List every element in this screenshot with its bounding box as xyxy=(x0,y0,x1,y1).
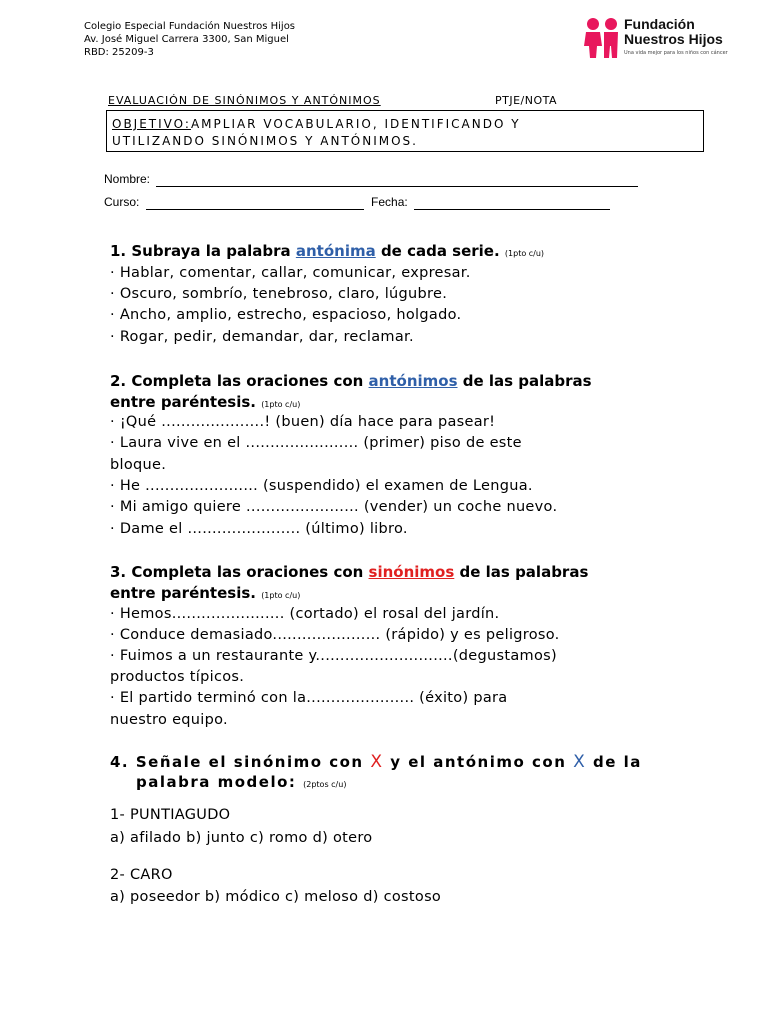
q2-item: · ¡Qué .....................! (buen) día hace para pasear! xyxy=(110,414,496,430)
q2-keyword: antónimos xyxy=(368,372,458,390)
logo-line-1: Fundación xyxy=(624,16,695,32)
foundation-logo xyxy=(582,16,728,60)
q4-line2: palabra modelo: xyxy=(136,773,304,791)
q3-item: nuestro equipo. xyxy=(110,712,228,728)
antonym-x-mark: X xyxy=(573,752,587,772)
q3-pre: 3. Completa las oraciones con xyxy=(110,563,369,581)
q4-points: (2ptos c/u) xyxy=(303,780,347,789)
q2-item: · He ....................... (suspendido) el examen de Lengua. xyxy=(110,478,533,494)
q1-points: (1pto c/u) xyxy=(504,249,545,258)
score-label: PTJE/NOTA xyxy=(495,94,558,107)
q2-item: · Laura vive en el ....................... (primer) piso de este xyxy=(110,435,522,451)
name-field[interactable] xyxy=(104,172,638,187)
q2-item: · Mi amigo quiere ....................... (vender) un coche nuevo. xyxy=(110,499,558,515)
q1-post: de cada serie. xyxy=(375,242,505,260)
objective-line-2: UTILIZANDO SINÓNIMOS Y ANTÓNIMOS. xyxy=(112,134,418,148)
children-icon xyxy=(582,16,622,60)
q3-heading-line-2 xyxy=(110,584,300,602)
exam-title: EVALUACIÓN DE SINÓNIMOS Y ANTÓNIMOS xyxy=(108,94,381,107)
q1-heading xyxy=(110,242,544,260)
q2-points: (1pto c/u) xyxy=(261,400,301,409)
name-label: Nombre: xyxy=(104,172,151,186)
q2-line2: entre paréntesis. xyxy=(110,393,262,411)
q1-item: · Rogar, pedir, demandar, dar, reclamar. xyxy=(110,329,414,345)
course-line[interactable] xyxy=(146,195,364,210)
q3-item: productos típicos. xyxy=(110,669,245,685)
logo-line-2: Nuestros Hijos xyxy=(624,31,723,47)
school-name: Colegio Especial Fundación Nuestros Hijos xyxy=(84,21,296,32)
q4-options-1: a) afilado b) junto c) romo d) otero xyxy=(110,830,373,846)
q1-pre: 1. Subraya la palabra xyxy=(110,242,296,260)
q3-keyword: sinónimos xyxy=(368,563,455,581)
q2-item: · Dame el ....................... (último) libro. xyxy=(110,521,408,537)
q4-heading xyxy=(110,752,642,772)
date-label: Fecha: xyxy=(371,195,408,209)
date-line[interactable] xyxy=(414,195,610,210)
q4-pre: 4. Señale el sinónimo con xyxy=(110,753,371,771)
q1-item: · Hablar, comentar, callar, comunicar, expresar. xyxy=(110,265,471,281)
objective-label: OBJETIVO: xyxy=(112,117,191,131)
school-rbd: RBD: 25209-3 xyxy=(84,47,154,58)
q2-post: de las palabras xyxy=(457,372,592,390)
q3-heading xyxy=(110,563,588,581)
q3-item: · Fuimos a un restaurante y............................(degustamos) xyxy=(110,648,557,664)
q4-word-1: 1- PUNTIAGUDO xyxy=(110,807,231,823)
q2-pre: 2. Completa las oraciones con xyxy=(110,372,369,390)
q4-heading-line-2 xyxy=(136,773,346,791)
q4-word-2: 2- CARO xyxy=(110,867,173,883)
q3-item: · Hemos....................... (cortado) el rosal del jardín. xyxy=(110,606,500,622)
q3-item: · Conduce demasiado...................... (rápido) y es peligroso. xyxy=(110,627,560,643)
course-label: Curso: xyxy=(104,195,140,209)
q1-item: · Oscuro, sombrío, tenebroso, claro, lúgubre. xyxy=(110,286,448,302)
q4-options-2: a) poseedor b) módico c) meloso d) costoso xyxy=(110,889,442,905)
logo-tagline: Una vida mejor para los niños con cáncer xyxy=(624,50,728,56)
q4-post: de la xyxy=(586,753,642,771)
q3-post: de las palabras xyxy=(454,563,589,581)
school-address: Av. José Miguel Carrera 3300, San Miguel xyxy=(84,34,289,45)
synonym-x-mark: X xyxy=(370,752,384,772)
q4-mid: y el antónimo con xyxy=(383,753,574,771)
q3-item: · El partido terminó con la...................... (éxito) para xyxy=(110,690,508,706)
objective-text-1: AMPLIAR VOCABULARIO, IDENTIFICANDO Y xyxy=(190,117,521,131)
q2-item: bloque. xyxy=(110,457,167,473)
course-date-fields xyxy=(104,195,610,210)
q2-heading-line-2 xyxy=(110,393,300,411)
q2-heading xyxy=(110,372,592,390)
q3-line2: entre paréntesis. xyxy=(110,584,262,602)
q3-points: (1pto c/u) xyxy=(261,591,301,600)
q1-item: · Ancho, amplio, estrecho, espacioso, holgado. xyxy=(110,307,462,323)
objective-line-1 xyxy=(112,117,521,131)
name-line[interactable] xyxy=(156,172,638,187)
q1-keyword: antónima xyxy=(295,242,376,260)
